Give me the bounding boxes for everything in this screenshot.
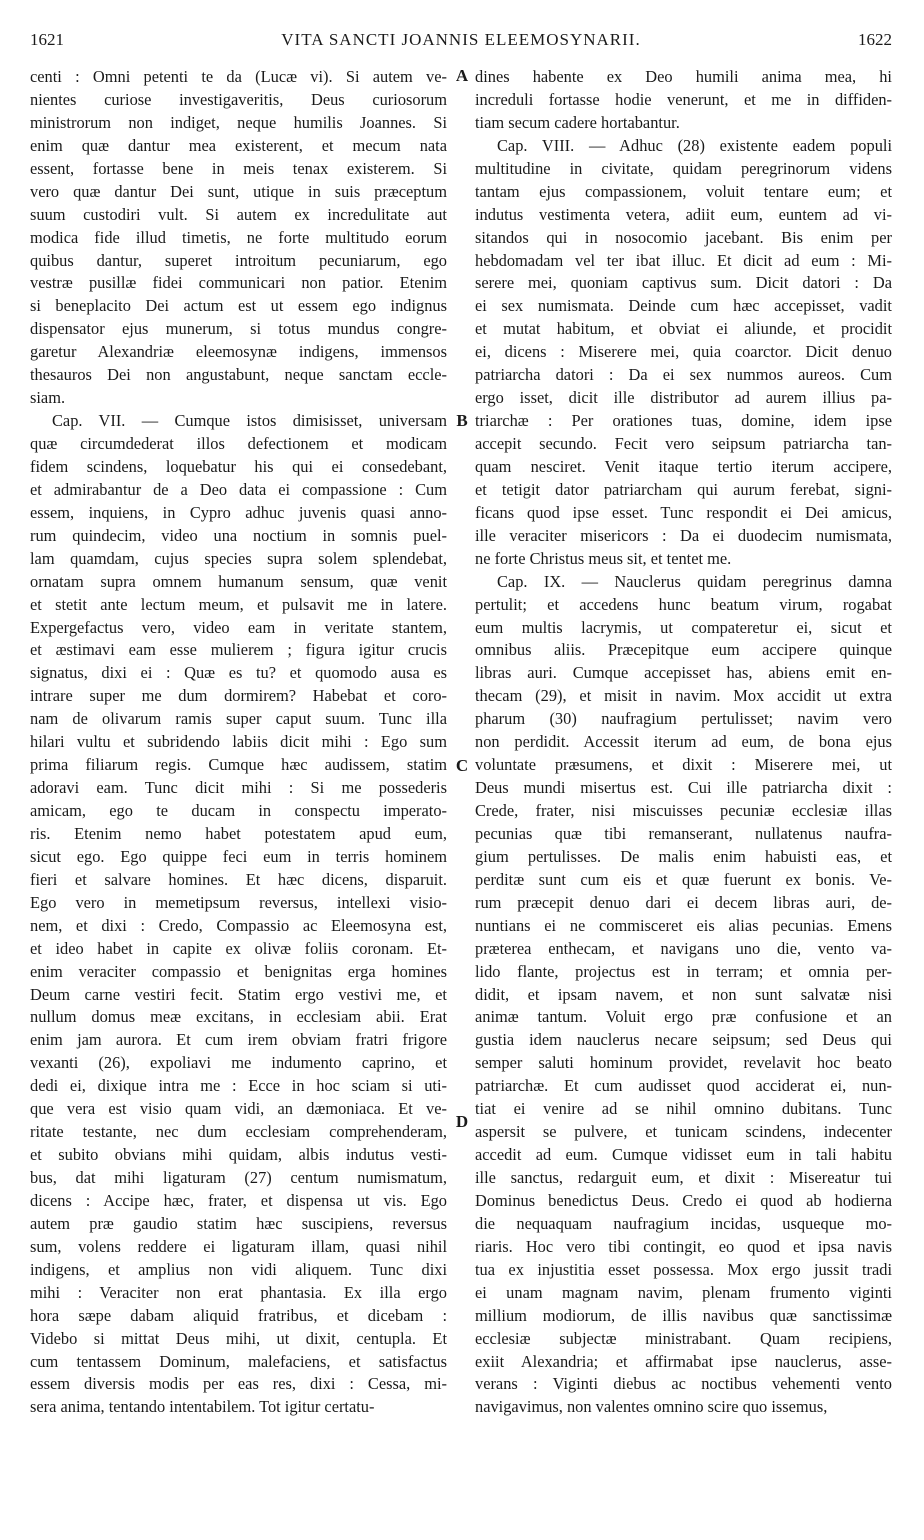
text-line: serere mei, quoniam captivus sum. Dicit datori : Da: [475, 273, 892, 293]
text-line: vero quæ dantur Dei sunt, utique in suis præceptum: [30, 181, 447, 201]
text-line: perditæ sunt cum eis et quæ fuerunt ex bonis. Ve-: [475, 869, 892, 889]
text-line: Deum carne vestiri fecit. Statim ergo vestivi me, et: [30, 984, 447, 1004]
text-line: nientes curiose investigaveritis, Deus curiosorum: [30, 89, 447, 109]
text-line: modica fide illud timetis, ne forte multitudo eorum: [30, 227, 447, 247]
text-line: sum, volens reddere ei ligaturam illam, quasi nihil: [30, 1236, 447, 1256]
text-line: hora sæpe dabam aliquid fratribus, et dicebam :: [30, 1305, 447, 1325]
text-line: Dominus benedictus Deus. Credo ei quod ab hodierna: [475, 1190, 892, 1210]
text-line: et subito obvians mihi quidam, albis indutus vesti-: [30, 1145, 447, 1165]
text-line: thecam (29), et misit in navim. Mox accidit ut extra: [475, 686, 892, 706]
text-line: gium pertulisses. De malis enim habuisti eas, et: [475, 846, 892, 866]
text-line: Deus mundi misertus est. Cui ille patriarcha dixit :: [475, 778, 892, 798]
text-line: nuntians ei ne commisceret eis alias pecunias. Emens: [475, 915, 892, 935]
text-line: tua ex injustitia esset possessa. Mox ergo jussit tradi: [475, 1259, 892, 1279]
text-line: animæ tantum. Voluit ergo præ confusione et an: [475, 1007, 892, 1027]
text-line: ministrorum non indiget, neque humilis Joannes. Si: [30, 112, 447, 132]
text-line: tiat ei venire ad se nihil omnino dubitans. Tunc: [475, 1099, 892, 1119]
text-line: millium modiorum, de illis navibus quæ sanctissimæ: [475, 1305, 892, 1325]
text-line: hebdomadam vel ter ibat illuc. Et dicit ad eum : Mi-: [475, 250, 892, 270]
text-line: et stetit ante lectum meum, et pulsavit me in latere.: [30, 594, 447, 614]
text-line: fidem scindens, loquebatur his qui ei consedebant,: [30, 456, 447, 476]
text-line: die nequaquam naufragium incidas, usqueque mo-: [475, 1213, 892, 1233]
text-line: quam nesciret. Venit itaque tertio iterum accipere,: [475, 456, 892, 476]
text-line: præterea enthecam, et navigans uno die, vento va-: [475, 938, 892, 958]
text-line: cum tentassem Dominum, malefaciens, et satisfactus: [30, 1351, 447, 1371]
text-line: aspersit se pulvere, et tunicam scindens, indecenter: [475, 1122, 892, 1142]
text-line: Expergefactus vero, video eam in veritate stantem,: [30, 617, 447, 637]
text-line: autem præ gaudio statim hæc suscipiens, reversus: [30, 1213, 447, 1233]
text-line: navigavimus, non valentes omnino scire quo issemus,: [475, 1397, 828, 1417]
text-line: essent, fortasse bene in meis tenax existerem. Si: [30, 158, 447, 178]
text-line: ergo isset, dicit ille distributor ad aurem illius pa-: [475, 388, 892, 408]
text-line: ei unam magnam navim, plenam frumento viginti: [475, 1282, 892, 1302]
text-line: ris. Etenim nemo habet potestatem apud eum,: [30, 823, 447, 843]
text-line: Cap. IX. — Nauclerus quidam peregrinus damna: [497, 571, 892, 591]
text-line: patriarchæ. Et cum audisset quod acciderat ei, nun-: [475, 1076, 892, 1096]
text-line: pertulit; et accedens hunc beatum virum, rogabat: [475, 594, 892, 614]
text-line: et mutat habitum, et obviat ei aliunde, et procidit: [475, 319, 892, 339]
text-line: thesauros Dei non angustabunt, neque sanctam eccle-: [30, 365, 447, 385]
text-line: lido flante, projectus est in terram; et omnia per-: [475, 961, 892, 981]
text-line: mihi : Veraciter non erat phantasia. Ex illa ergo: [30, 1282, 447, 1302]
page-number-right: 1622: [858, 30, 892, 49]
text-line: ritate testante, nec dum ecclesiam comprehenderam,: [30, 1122, 447, 1142]
text-line: didit, et ipsam navem, et non sunt salvatæ nisi: [475, 984, 892, 1004]
text-line: lam quamdam, cujus species supra solem splendebat,: [30, 548, 447, 568]
text-line: omnibus aliis. Præcepitque eum accipere quinque: [475, 640, 892, 660]
text-line: ecclesiæ subjectæ ministrabant. Quam recipiens,: [475, 1328, 892, 1348]
text-line: hilari vultu et subridendo labiis dicit mihi : Ego sum: [30, 732, 447, 752]
left-text-column: [30, 66, 447, 1419]
text-line: Crede, frater, nisi miscuisses pecuniæ ecclesiæ illas: [475, 801, 892, 820]
text-line: Cap. VIII. — Adhuc (28) existente eadem populi: [497, 135, 892, 155]
text-line: ornatam supra omnem humanum sensum, quæ venit: [30, 571, 447, 591]
text-line: et tetigit dator patriarcham qui aurum ferebat, signi-: [475, 479, 892, 499]
margin-marker-b: B: [456, 411, 468, 430]
text-line: prima filiarum regis. Cumque hæc audissem, statim: [30, 755, 447, 775]
text-line: semper saluti hominum providet, revelavit hoc beato: [475, 1053, 892, 1073]
text-line: tiam secum cadere hortabantur.: [475, 112, 680, 132]
text-line: riaris. Hoc vero tibi contingit, eo quod et ipsa navis: [475, 1236, 892, 1256]
text-line: nem, et dixi : Credo, Compassio ac Eleemosyna est,: [30, 915, 447, 935]
text-line: vestræ pusillæ fidei communicari non patior. Etenim: [30, 273, 447, 293]
text-line: sicut ego. Ego quippe feci eum in terris hominem: [30, 846, 447, 866]
text-line: rum præcepit denuo dari ei decem libras auri, de-: [475, 892, 892, 912]
margin-marker-a: A: [455, 66, 469, 85]
text-line: ille sanctus, redarguit eum, et dixit : Misereatur tui: [475, 1168, 892, 1187]
text-line: centi : Omni petenti te da (Lucæ vi). Si autem ve-: [30, 67, 447, 86]
text-line: non perdidit. Accessit iterum ad eum, de bona ejus: [475, 732, 892, 752]
text-line: et admirabantur de a Deo data ei compassione : Cum: [30, 479, 447, 499]
text-line: sitandos qui in nosocomio jacebant. Bis enim per: [475, 227, 892, 247]
text-line: suum custodiri vult. Si autem ex incredulitate aut: [30, 204, 447, 224]
text-line: multitudine in civitate, quidam peregrinorum videns: [475, 158, 892, 178]
text-line: garetur Alexandriæ eleemosynæ indigens, immensos: [30, 342, 447, 362]
text-line: Ego vero in memetipsum reversus, intellexi visio-: [30, 892, 447, 912]
text-line: gustia idem nauclerus necare seipsum; sed Deus qui: [475, 1030, 892, 1050]
text-line: increduli fortasse hodie venerunt, et me in diffiden-: [475, 89, 892, 109]
text-line: ei sex numismata. Deinde cum hæc accepisset, vadit: [475, 296, 892, 316]
text-line: libras auri. Cumque accepisset has, abiens emit en-: [475, 663, 892, 683]
text-line: quibus dantur, superet introitum pecuniarum, ego: [30, 250, 447, 270]
text-line: tantam ejus compassionem, voluit tentare eum; et: [475, 181, 892, 201]
text-line: voluntate præsumens, et dixit : Miserere mei, ut: [475, 755, 892, 775]
text-line: bus, dat mihi ligaturam (27) centum numismatum,: [30, 1168, 447, 1187]
text-line: ficans quod ipse esset. Tunc respondit ei Dei amicus,: [475, 502, 892, 522]
text-line: ne forte Christus meus sit, et tentet me.: [475, 548, 732, 568]
text-line: vexanti (26), expoliavi me indumento caprino, et: [30, 1053, 447, 1073]
text-line: dicens : Accipe hæc, frater, et dispensa ut vis. Ego: [30, 1190, 447, 1210]
text-line: dines habente ex Deo humili anima mea, hi: [475, 67, 892, 86]
text-line: eum multis lacrymis, ut compateretur ei, sicut et: [475, 617, 892, 637]
text-line: essem diversis modis per eas res, dixi : Cessa, mi-: [30, 1374, 447, 1394]
text-line: pharum (30) naufragium pertulisset; navim vero: [475, 709, 892, 729]
text-line: triarchæ : Per orationes tuas, domine, idem ipse: [475, 411, 892, 431]
page-header: [30, 30, 892, 60]
text-line: et æstimavi eam esse mulierem ; figura igitur crucis: [30, 640, 447, 660]
text-line: enim quæ dantur mea existerent, et mecum nata: [30, 135, 447, 155]
running-title: VITA SANCTI JOANNIS ELEEMOSYNARII.: [281, 30, 641, 49]
text-line: ille veraciter misericors : Da ei duodecim numismata,: [475, 525, 892, 545]
text-line: rum quindecim, video una noctium in somnis puel-: [30, 525, 447, 545]
page-number-left: 1621: [30, 30, 64, 49]
text-line: indigens, et amplius non vidi aliquem. Tunc dixi: [30, 1259, 447, 1279]
text-line: enim veraciter compassio et benignitas erga homines: [30, 961, 447, 981]
text-line: verans : Viginti diebus ac noctibus vehementi vento: [475, 1374, 892, 1394]
right-text-column: [475, 66, 892, 1419]
text-line: indutus vestimenta vetera, adiit eum, euntem ad vi-: [475, 204, 892, 224]
margin-marker-d: D: [455, 1112, 469, 1131]
text-line: et ideo habet in capite ex olivæ foliis coronam. Et-: [30, 938, 447, 958]
text-line: sera anima, tentando intentabilem. Tot igitur certatu-: [30, 1397, 375, 1417]
text-line: signatus, dixi ei : Quæ es tu? et quomodo ausa es: [30, 663, 447, 683]
text-line: nam de olivarum ramis super caput suum. Tunc illa: [30, 709, 447, 729]
text-line: quæ circumdederat illos defectionem et modicam: [30, 434, 447, 453]
text-line: ei, dicens : Miserere mei, quia coarctor. Dicit denuo: [475, 342, 892, 362]
text-line: dispensator ejus munerum, si totus mundus congre-: [30, 319, 447, 339]
text-line: enim jam aurora. Et cum irem obviam fratri frigore: [30, 1030, 447, 1050]
text-line: Videbo si mittat Deus mihi, ut dixit, centupla. Et: [30, 1328, 447, 1348]
text-line: Cap. VII. — Cumque istos dimisisset, universam: [52, 411, 447, 431]
text-line: adoravi eam. Tunc dicit mihi : Si me possederis: [30, 778, 447, 798]
margin-marker-c: C: [455, 756, 469, 775]
text-line: intrare super me dum dormirem? Habebat et coro-: [30, 686, 447, 706]
text-line: nullum domus meæ excitans, in ecclesiam abii. Erat: [30, 1007, 447, 1027]
text-line: dedi ei, dixique intra me : Ecce in hoc sciam si uti-: [30, 1076, 447, 1096]
text-line: si beneplacito Dei actum est ut essem ego indignus: [30, 296, 447, 316]
text-line: pecunias quæ tibi remanserant, nullatenus naufra-: [475, 823, 892, 843]
text-line: accepit secundo. Fecit vero seipsum patriarcha tan-: [475, 434, 892, 453]
text-line: accedit ad eum. Cumque vidisset eum in tali habitu: [475, 1145, 892, 1165]
text-line: essem, inquiens, in Cypro adhuc juvenis quasi anno-: [30, 502, 447, 522]
text-line: que vera est visio quam vidi, an dæmoniaca. Et ve-: [30, 1099, 447, 1119]
text-line: exiit Alexandria; et affirmabat ipse nauclerus, asse-: [475, 1351, 892, 1371]
text-line: siam.: [30, 388, 66, 408]
text-line: patriarcha datori : Da ei sex nummos aureos. Cum: [475, 365, 892, 385]
text-line: fieri et salvare homines. Et hæc dicens, disparuit.: [30, 869, 447, 889]
text-line: amicam, ego te ducam in conspectu imperato-: [30, 801, 447, 820]
